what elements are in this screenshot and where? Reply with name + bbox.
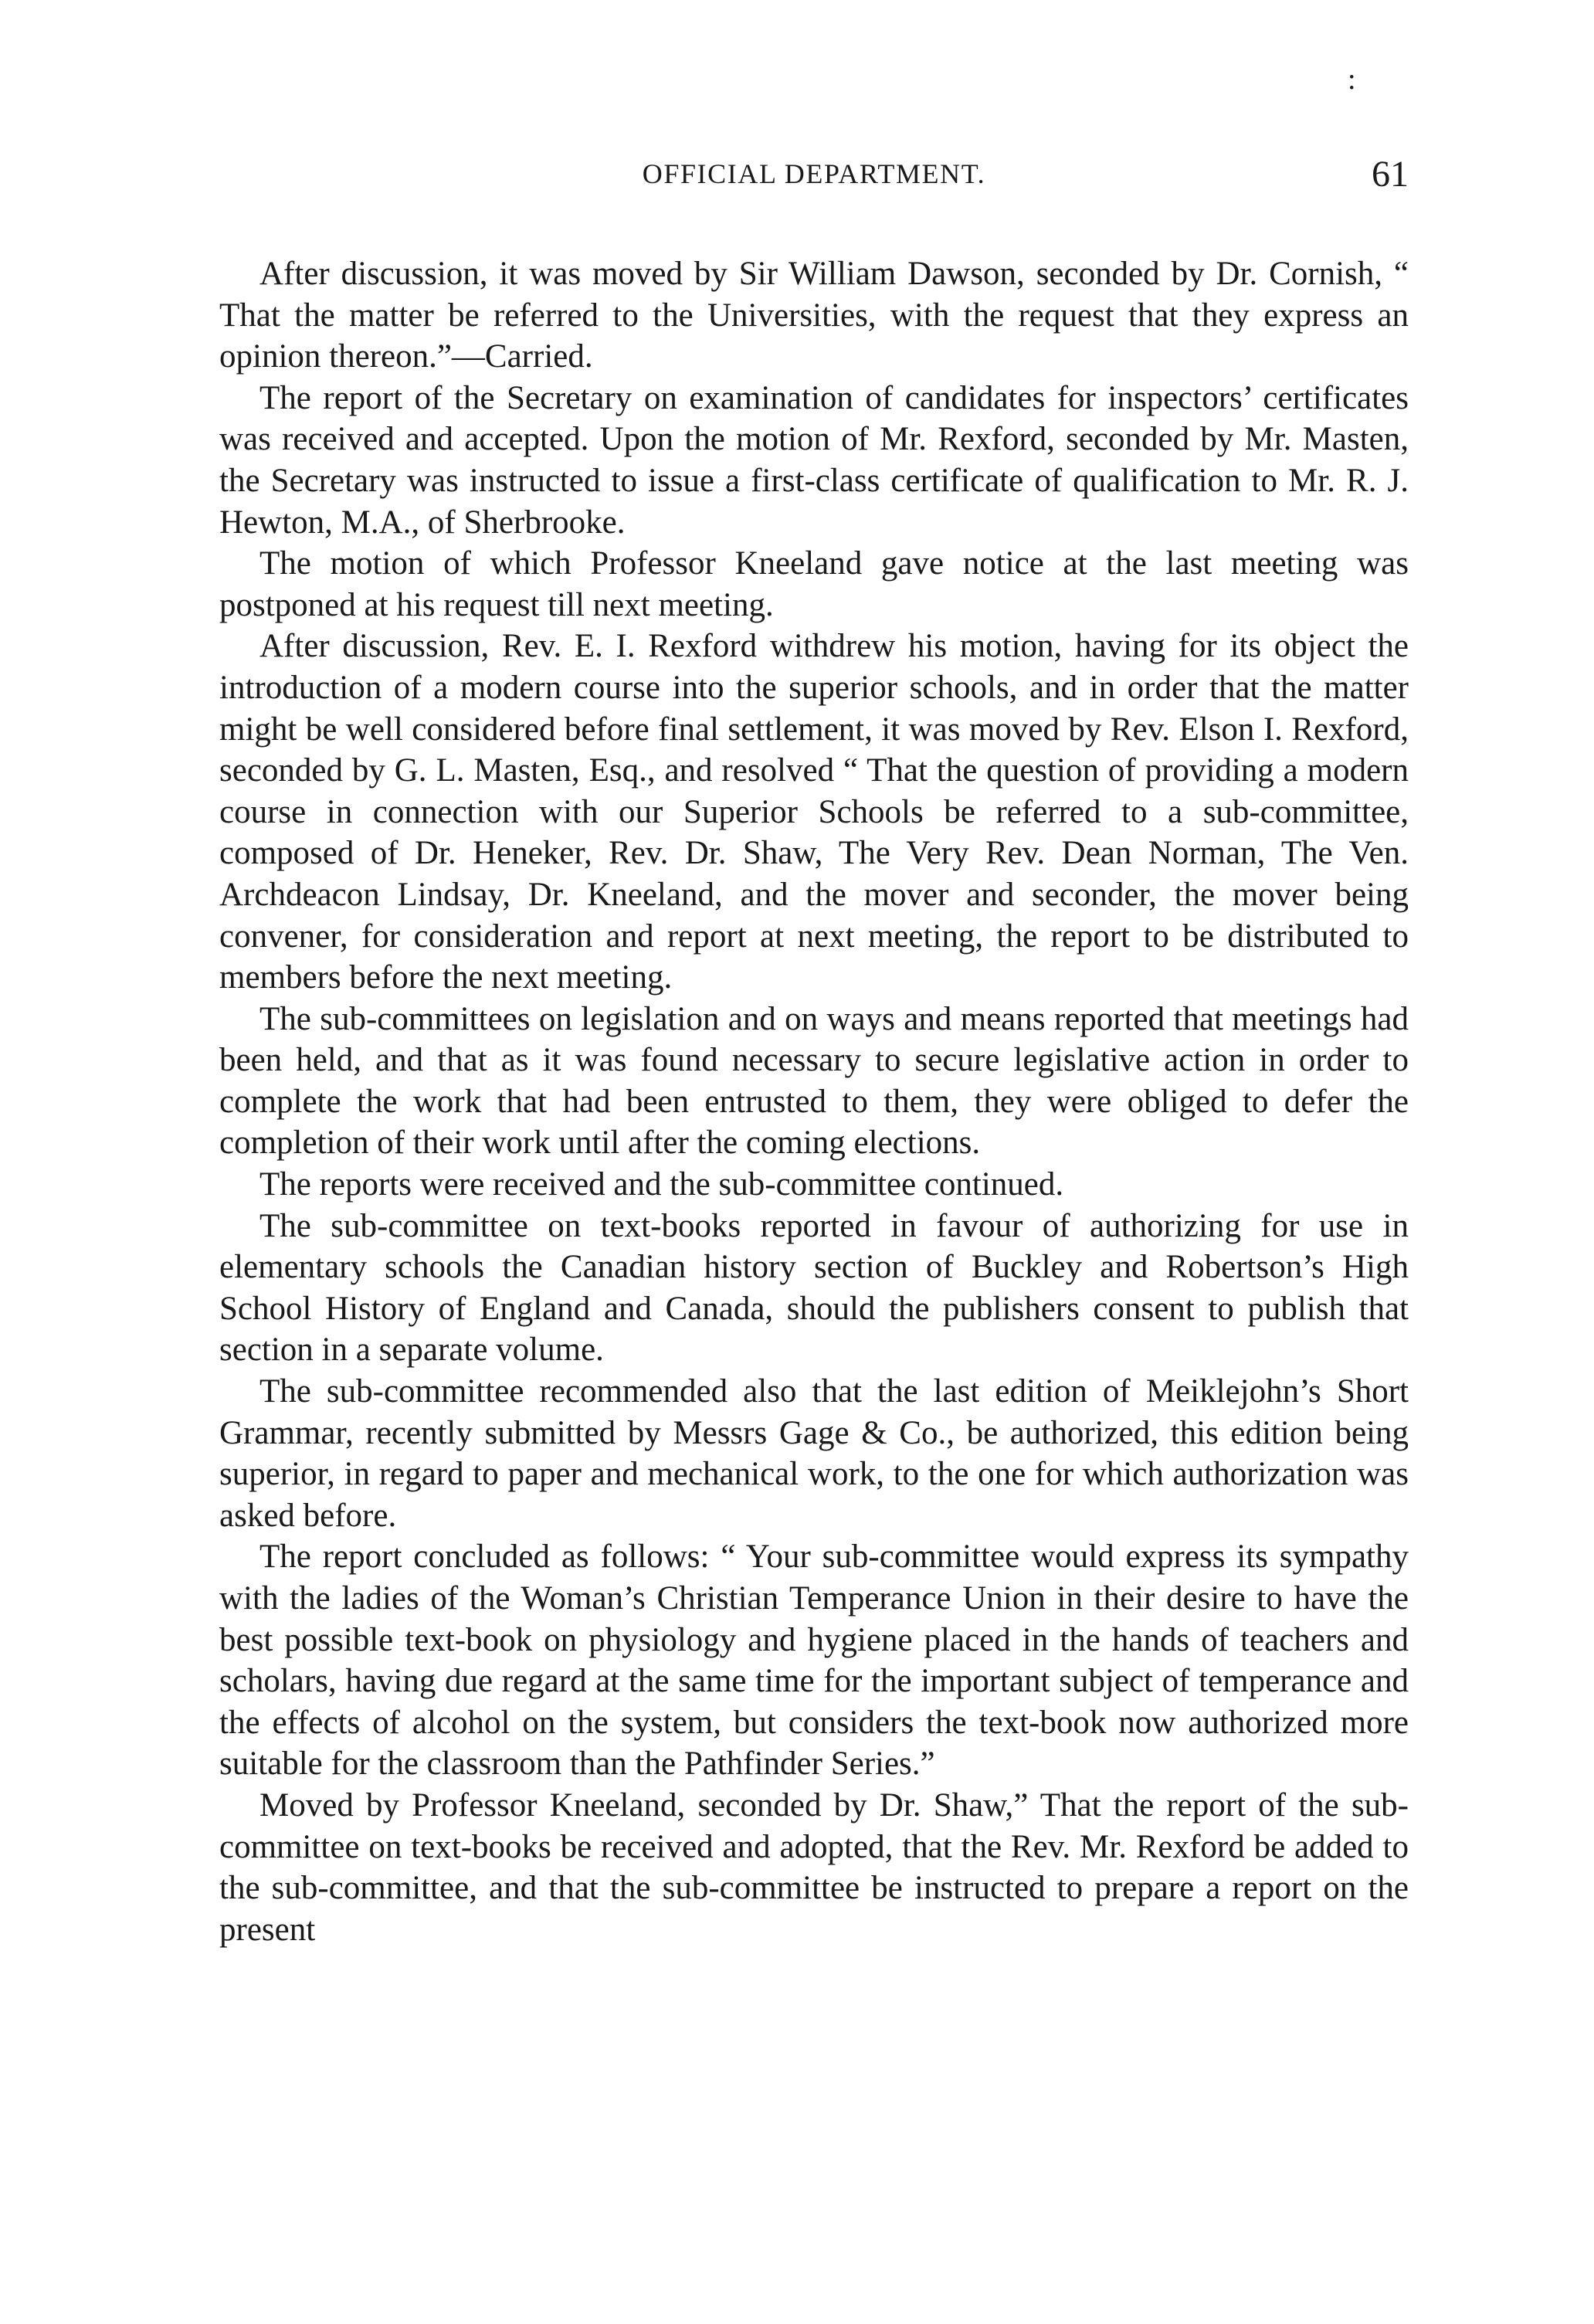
paragraph-5: The sub-committees on legislation and on ways and means reported that meetings had been held, and that as it was found necessary to secure legislative action in order to complete the work that had been entrusted to them, they were obliged to defer the completion of their work until after the coming elections. [219,1000,1409,1162]
running-head [219,153,1409,199]
paragraph-9: The report concluded as follows: “ Your sub-committee would express its sympathy with the ladies of the Woman’s Christian Temperance Union in their desire to have the best possible text-book on physiology and hygiene placed in the hands of teachers and scholars, having due regard at the same time for the important subject of temperance and the effects of alcohol on the system, but considers the text-book now authorized more suitable for the classroom than the Pathfinder Series.” [219,1539,1409,1783]
paragraph-8: The sub-committee recommended also that the last edition of Meiklejohn’s Short Grammar, recently submitted by Messrs Gage & Co., be authorized, this edition being superior, in regard to paper and mechanical work, to the one for which authorization was asked before. [219,1373,1409,1534]
running-title: OFFICIAL DEPARTMENT. [642,158,986,189]
paragraph-3: The motion of which Professor Kneeland gave notice at the last meeting was postponed at his request till next meeting. [219,545,1409,623]
page-number: 61 [1372,154,1409,195]
paragraph-10: Moved by Professor Kneeland, seconded by Dr. Shaw,” That the report of the sub-committee on text-books be received and adopted, that the Rev. Mr. Rexford be added to the sub-committee, and that the sub-committee be instructed to prepare a report on the present [219,1786,1409,1948]
body-text [219,253,1409,1950]
paragraph-1: After discussion, it was moved by Sir William Dawson, seconded by Dr. Cornish, “ That the matter be referred to the Universities, with the request that they express an opinion thereon.”—Carried. [219,256,1409,375]
paragraph-4: After discussion, Rev. E. I. Rexford withdrew his motion, having for its object the introduction of a modern course into the superior schools, and in order that the matter might be well considered before final settlement, it was moved by Rev. Elson I. Rexford, seconded by G. L. Masten, Esq., and resolved “ That the question of providing a modern course in connection with our Superior Schools be referred to a sub-committee, composed of Dr. Heneker, Rev. Dr. Shaw, The Very Rev. Dean Norman, The Ven. Archdeacon Lindsay, Dr. Kneeland, and the mover and seconder, the mover being convener, for consideration and report at next meeting, the report to be distributed to members before the next meeting. [219,628,1409,996]
paragraph-2: The report of the Secretary on examination of candidates for inspectors’ certificates was received and accepted. Upon the motion of Mr. Rexford, seconded by Mr. Masten, the Secretary was instructed to issue a first-class certificate of qualification to Mr. R. J. Hewton, M.A., of Sherbrooke. [219,379,1409,541]
margin-mark: : [1348,63,1355,96]
paragraph-7: The sub-committee on text-books reported in favour of authorizing for use in elementary schools the Canadian history section of Buckley and Robertson’s High School History of England and Canada, should the publishers consent to publish that section in a separate volume. [219,1207,1409,1369]
paragraph-6: The reports were received and the sub-committee continued. [259,1166,1064,1203]
